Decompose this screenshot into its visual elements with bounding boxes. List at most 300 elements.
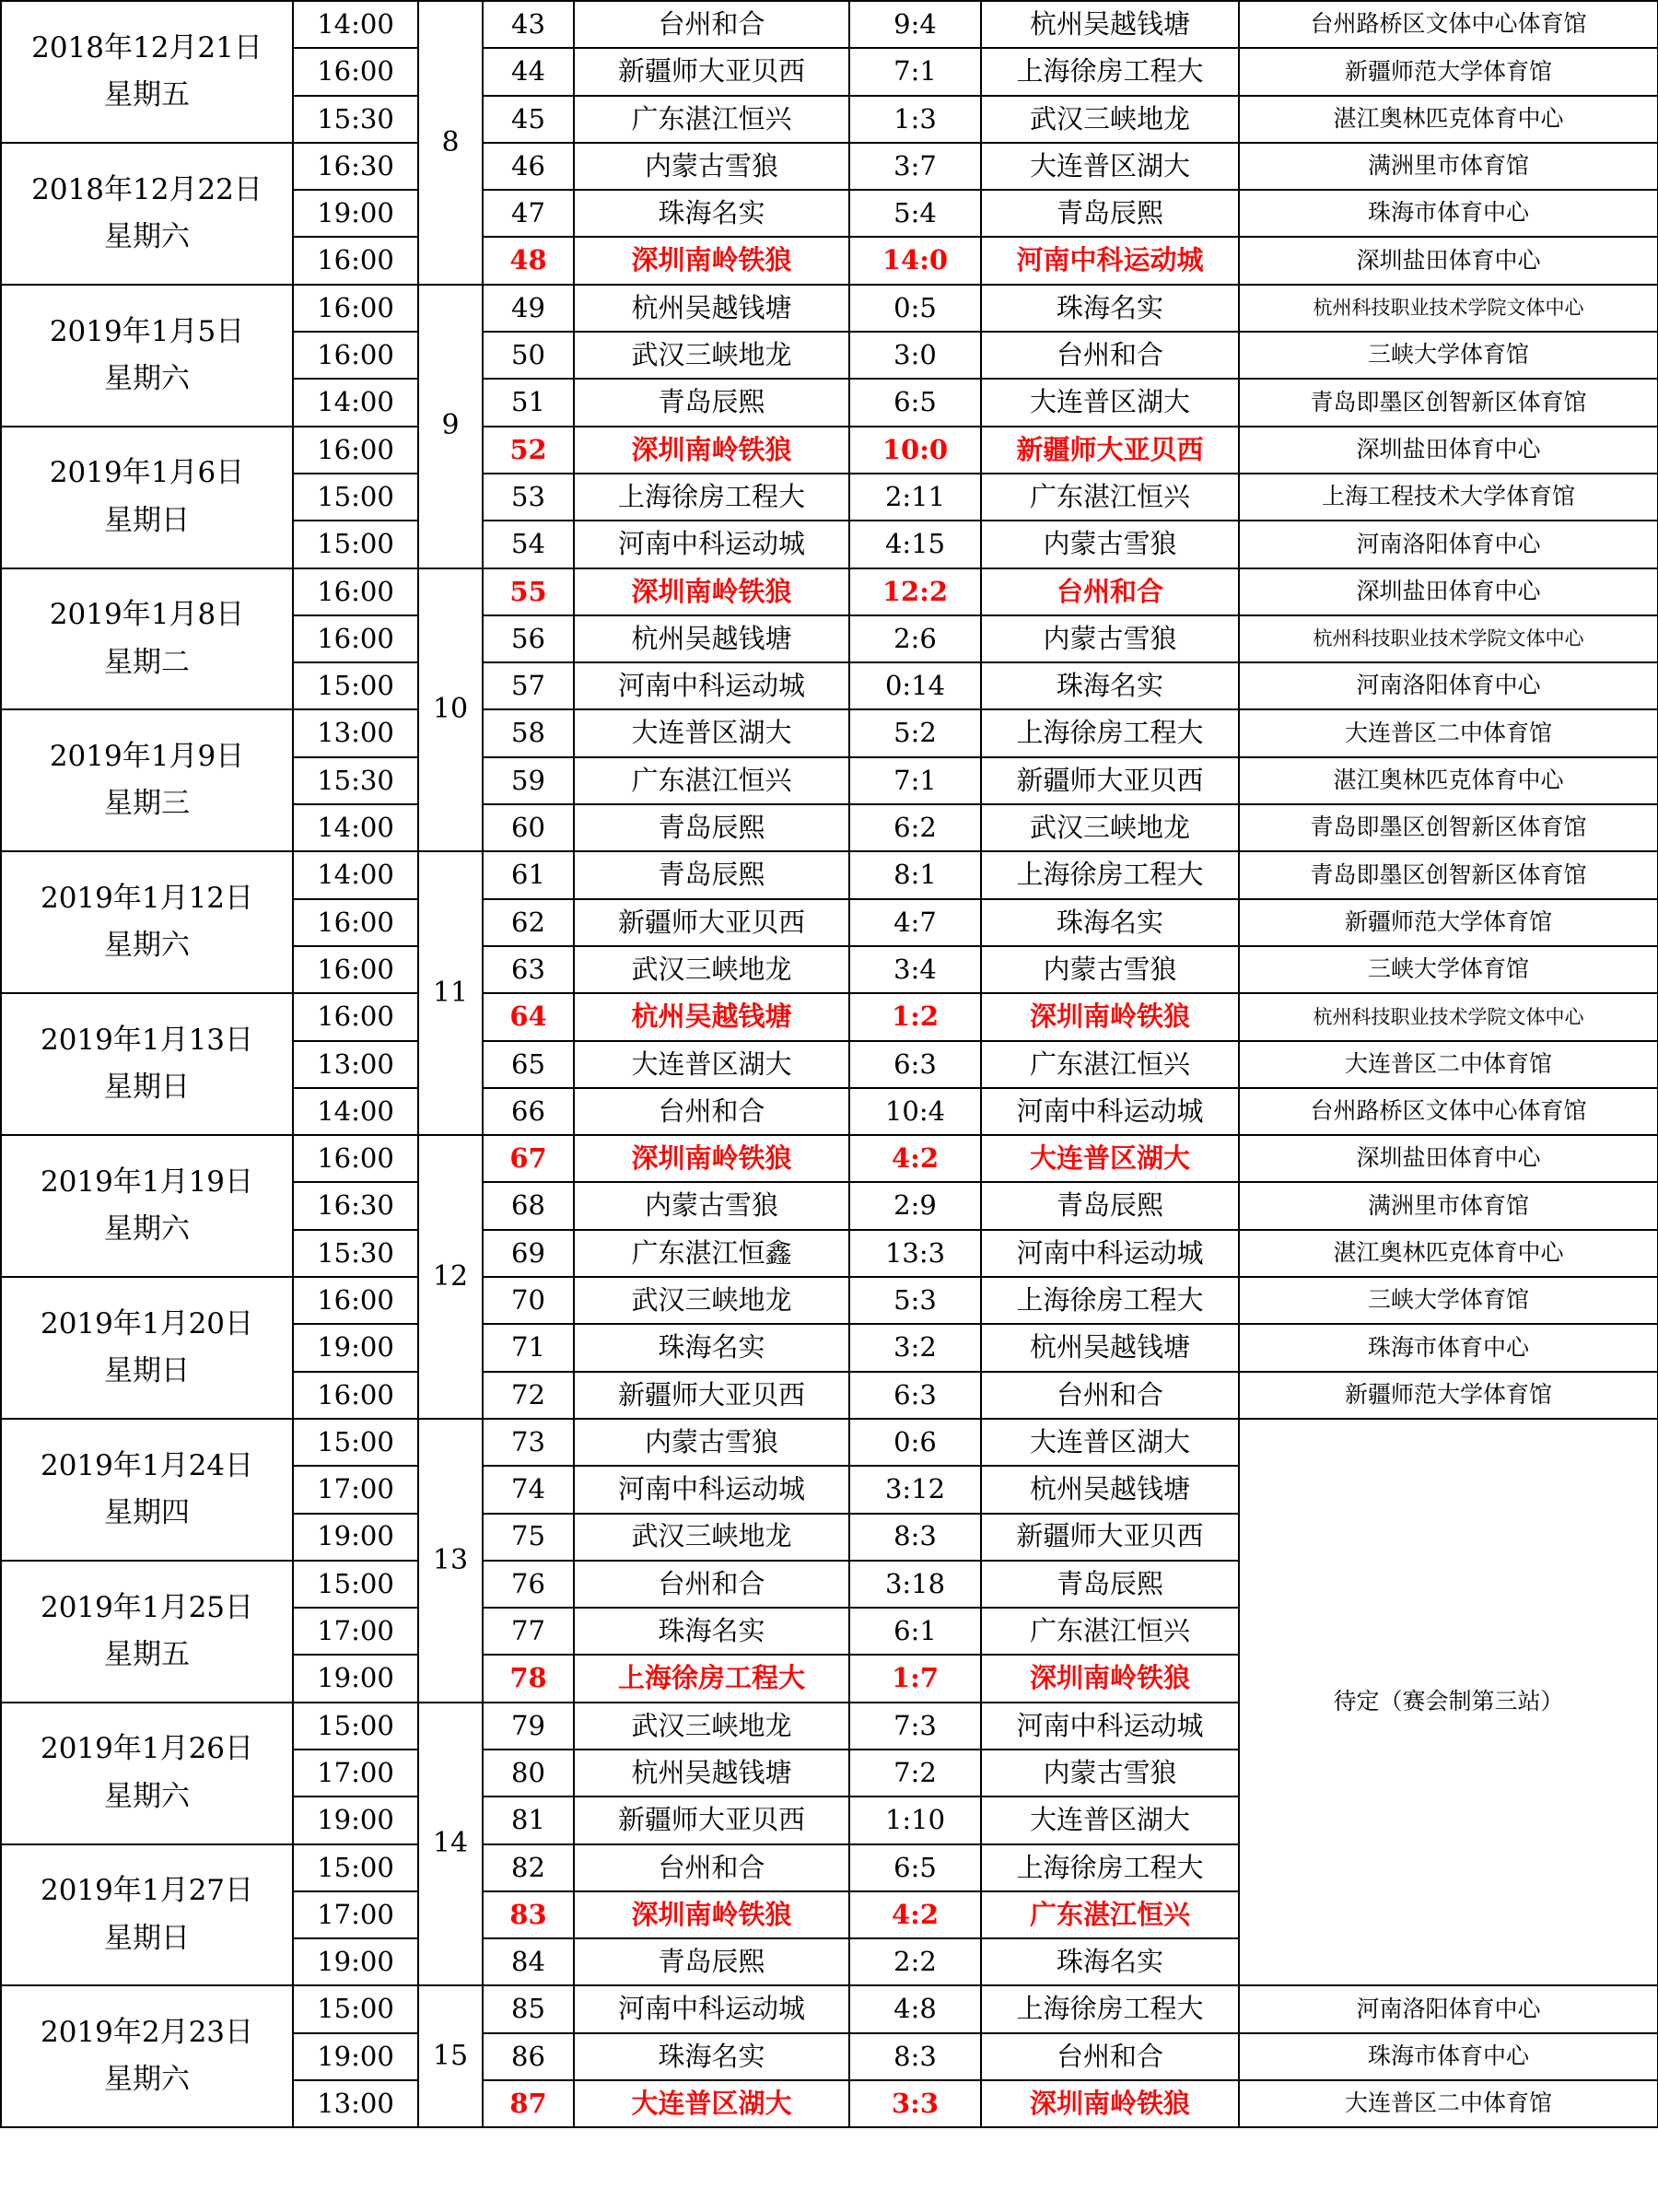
match-number: 44 (483, 48, 574, 95)
home-team: 新疆师大亚贝西 (574, 1797, 849, 1843)
match-time: 17:00 (293, 1608, 418, 1655)
match-score: 3:3 (849, 2080, 981, 2127)
match-score: 3:4 (849, 946, 981, 993)
match-number: 45 (483, 96, 574, 143)
match-row (1, 143, 1658, 190)
match-time: 15:00 (293, 1419, 418, 1466)
away-team: 上海徐房工程大 (981, 1277, 1239, 1324)
home-team: 广东湛江恒鑫 (574, 1230, 849, 1277)
match-score: 7:1 (849, 48, 981, 95)
match-score: 3:2 (849, 1324, 981, 1371)
match-number: 79 (483, 1703, 574, 1750)
match-number: 69 (483, 1230, 574, 1277)
match-date-cell (1, 993, 293, 1135)
match-score: 2:6 (849, 615, 981, 662)
away-team: 河南中科运动城 (981, 237, 1239, 284)
away-team: 大连普区湖大 (981, 1135, 1239, 1182)
away-team: 青岛辰熙 (981, 1561, 1239, 1608)
away-team: 深圳南岭铁狼 (981, 993, 1239, 1040)
match-number: 49 (483, 285, 574, 332)
home-team: 杭州吴越钱塘 (574, 993, 849, 1040)
match-time: 13:00 (293, 1041, 418, 1088)
match-number: 56 (483, 615, 574, 662)
away-team: 台州和合 (981, 332, 1239, 379)
match-score: 1:3 (849, 96, 981, 143)
match-score: 0:6 (849, 1419, 981, 1466)
match-number: 84 (483, 1938, 574, 1985)
home-team: 大连普区湖大 (574, 2080, 849, 2127)
match-time: 13:00 (293, 709, 418, 756)
away-team: 青岛辰熙 (981, 1182, 1239, 1229)
match-venue: 深圳盐田体育中心 (1239, 237, 1658, 284)
round-number: 15 (418, 1985, 483, 2127)
match-date-cell (1, 1, 293, 143)
match-time: 15:30 (293, 96, 418, 143)
match-time: 14:00 (293, 1, 418, 48)
round-number: 8 (418, 1, 483, 285)
match-venue: 河南洛阳体育中心 (1239, 662, 1658, 709)
home-team: 深圳南岭铁狼 (574, 1135, 849, 1182)
match-row (1, 1, 1658, 48)
match-date-cell (1, 427, 293, 568)
away-team: 上海徐房工程大 (981, 851, 1239, 898)
match-date: 2019年1月24日 (40, 1448, 254, 1482)
match-number: 63 (483, 946, 574, 993)
match-number: 66 (483, 1088, 574, 1135)
match-venue: 新疆师范大学体育馆 (1239, 1372, 1658, 1419)
match-weekday: 星期三 (104, 787, 190, 821)
round-number: 14 (418, 1703, 483, 1986)
match-venue: 大连普区二中体育馆 (1239, 709, 1658, 756)
away-team: 杭州吴越钱塘 (981, 1, 1239, 48)
away-team: 台州和合 (981, 568, 1239, 615)
match-date-cell (1, 1844, 293, 1986)
match-time: 16:30 (293, 143, 418, 190)
match-number: 73 (483, 1419, 574, 1466)
match-time: 16:00 (293, 1372, 418, 1419)
match-time: 16:00 (293, 1277, 418, 1324)
away-team: 新疆师大亚贝西 (981, 757, 1239, 804)
match-venue: 青岛即墨区创智新区体育馆 (1239, 379, 1658, 426)
match-venue: 湛江奥林匹克体育中心 (1239, 757, 1658, 804)
away-team: 台州和合 (981, 2033, 1239, 2080)
match-venue: 上海工程技术大学体育馆 (1239, 474, 1658, 521)
match-score: 7:1 (849, 757, 981, 804)
match-row (1, 851, 1658, 898)
home-team: 广东湛江恒兴 (574, 96, 849, 143)
match-time: 16:00 (293, 48, 418, 95)
match-score: 3:7 (849, 143, 981, 190)
match-time: 15:30 (293, 1230, 418, 1277)
match-time: 19:00 (293, 1797, 418, 1843)
match-score: 4:2 (849, 1891, 981, 1938)
home-team: 台州和合 (574, 1, 849, 48)
match-score: 7:3 (849, 1703, 981, 1750)
match-time: 16:30 (293, 1182, 418, 1229)
match-time: 19:00 (293, 1324, 418, 1371)
match-number: 76 (483, 1561, 574, 1608)
match-date: 2019年1月19日 (40, 1165, 254, 1199)
match-time: 16:00 (293, 1135, 418, 1182)
match-score: 3:12 (849, 1466, 981, 1513)
match-row (1, 427, 1658, 474)
home-team: 珠海名实 (574, 2033, 849, 2080)
away-team: 深圳南岭铁狼 (981, 2080, 1239, 2127)
match-score: 4:7 (849, 899, 981, 946)
match-venue: 三峡大学体育馆 (1239, 946, 1658, 993)
match-time: 14:00 (293, 851, 418, 898)
match-time: 15:00 (293, 1703, 418, 1750)
match-date: 2019年1月27日 (40, 1874, 254, 1908)
match-venue: 杭州科技职业技术学院文体中心 (1239, 285, 1658, 332)
match-score: 3:18 (849, 1561, 981, 1608)
match-number: 64 (483, 993, 574, 1040)
away-team: 武汉三峡地龙 (981, 96, 1239, 143)
match-weekday: 星期五 (104, 1637, 190, 1671)
match-number: 55 (483, 568, 574, 615)
match-venue: 青岛即墨区创智新区体育馆 (1239, 804, 1658, 851)
away-team: 珠海名实 (981, 285, 1239, 332)
match-score: 4:2 (849, 1135, 981, 1182)
match-number: 53 (483, 474, 574, 521)
away-team: 河南中科运动城 (981, 1088, 1239, 1135)
match-time: 16:00 (293, 899, 418, 946)
home-team: 深圳南岭铁狼 (574, 427, 849, 474)
match-number: 47 (483, 190, 574, 237)
match-number: 78 (483, 1655, 574, 1702)
match-number: 80 (483, 1750, 574, 1797)
match-score: 9:4 (849, 1, 981, 48)
match-date: 2019年1月5日 (49, 314, 245, 348)
match-date: 2018年12月22日 (31, 172, 263, 206)
away-team: 杭州吴越钱塘 (981, 1324, 1239, 1371)
home-team: 武汉三峡地龙 (574, 332, 849, 379)
match-time: 15:00 (293, 1844, 418, 1891)
away-team: 珠海名实 (981, 1938, 1239, 1985)
match-venue: 三峡大学体育馆 (1239, 1277, 1658, 1324)
match-score: 3:0 (849, 332, 981, 379)
match-date-cell (1, 568, 293, 710)
home-team: 台州和合 (574, 1088, 849, 1135)
match-time: 15:00 (293, 1561, 418, 1608)
away-team: 河南中科运动城 (981, 1703, 1239, 1750)
round-number: 10 (418, 568, 483, 852)
away-team: 内蒙古雪狼 (981, 1750, 1239, 1797)
round-number: 13 (418, 1419, 483, 1703)
match-number: 54 (483, 521, 574, 568)
away-team: 杭州吴越钱塘 (981, 1466, 1239, 1513)
match-weekday: 星期六 (104, 929, 190, 963)
match-score: 5:3 (849, 1277, 981, 1324)
away-team: 广东湛江恒兴 (981, 1041, 1239, 1088)
match-number: 87 (483, 2080, 574, 2127)
match-venue: 珠海市体育中心 (1239, 1324, 1658, 1371)
match-time: 19:00 (293, 1514, 418, 1561)
away-team: 青岛辰熙 (981, 190, 1239, 237)
match-score: 0:5 (849, 285, 981, 332)
match-time: 17:00 (293, 1750, 418, 1797)
match-venue: 杭州科技职业技术学院文体中心 (1239, 615, 1658, 662)
match-weekday: 星期六 (104, 219, 190, 253)
match-number: 61 (483, 851, 574, 898)
match-number: 62 (483, 899, 574, 946)
match-time: 15:00 (293, 474, 418, 521)
match-score: 2:11 (849, 474, 981, 521)
match-time: 15:00 (293, 662, 418, 709)
match-date: 2019年2月23日 (40, 2016, 254, 2050)
match-time: 16:00 (293, 568, 418, 615)
match-venue: 大连普区二中体育馆 (1239, 2080, 1658, 2127)
match-number: 48 (483, 237, 574, 284)
away-team: 内蒙古雪狼 (981, 521, 1239, 568)
match-weekday: 星期日 (104, 1921, 190, 1955)
away-team: 台州和合 (981, 1372, 1239, 1419)
home-team: 台州和合 (574, 1561, 849, 1608)
match-venue: 大连普区二中体育馆 (1239, 1041, 1658, 1088)
match-venue: 青岛即墨区创智新区体育馆 (1239, 851, 1658, 898)
home-team: 武汉三峡地龙 (574, 1703, 849, 1750)
match-number: 46 (483, 143, 574, 190)
match-score: 5:2 (849, 709, 981, 756)
match-number: 71 (483, 1324, 574, 1371)
match-number: 70 (483, 1277, 574, 1324)
match-date-cell (1, 143, 293, 285)
match-time: 19:00 (293, 1655, 418, 1702)
home-team: 河南中科运动城 (574, 662, 849, 709)
match-time: 15:00 (293, 1985, 418, 2032)
match-score: 6:3 (849, 1372, 981, 1419)
match-row (1, 1135, 1658, 1182)
away-team: 河南中科运动城 (981, 1230, 1239, 1277)
home-team: 武汉三峡地龙 (574, 946, 849, 993)
match-score: 4:8 (849, 1985, 981, 2032)
home-team: 大连普区湖大 (574, 709, 849, 756)
match-weekday: 星期六 (104, 1779, 190, 1813)
match-number: 74 (483, 1466, 574, 1513)
match-number: 43 (483, 1, 574, 48)
home-team: 河南中科运动城 (574, 521, 849, 568)
match-weekday: 星期四 (104, 1495, 190, 1529)
match-weekday: 星期五 (104, 77, 190, 111)
match-score: 6:5 (849, 379, 981, 426)
away-team: 大连普区湖大 (981, 1797, 1239, 1843)
match-venue: 台州路桥区文体中心体育馆 (1239, 1, 1658, 48)
match-number: 59 (483, 757, 574, 804)
home-team: 杭州吴越钱塘 (574, 615, 849, 662)
match-time: 16:00 (293, 993, 418, 1040)
round-number: 11 (418, 851, 483, 1135)
match-time: 16:00 (293, 237, 418, 284)
home-team: 新疆师大亚贝西 (574, 899, 849, 946)
match-time: 16:00 (293, 332, 418, 379)
away-team: 广东湛江恒兴 (981, 474, 1239, 521)
away-team: 上海徐房工程大 (981, 1985, 1239, 2032)
away-team: 内蒙古雪狼 (981, 946, 1239, 993)
match-weekday: 星期日 (104, 503, 190, 537)
match-row (1, 1419, 1658, 1466)
match-venue: 杭州科技职业技术学院文体中心 (1239, 993, 1658, 1040)
match-number: 67 (483, 1135, 574, 1182)
match-number: 86 (483, 2033, 574, 2080)
match-date: 2018年12月21日 (31, 30, 263, 64)
home-team: 广东湛江恒兴 (574, 757, 849, 804)
match-score: 6:1 (849, 1608, 981, 1655)
away-team: 上海徐房工程大 (981, 709, 1239, 756)
home-team: 大连普区湖大 (574, 1041, 849, 1088)
home-team: 青岛辰熙 (574, 851, 849, 898)
match-row (1, 285, 1658, 332)
home-team: 杭州吴越钱塘 (574, 285, 849, 332)
home-team: 河南中科运动城 (574, 1985, 849, 2032)
match-score: 0:14 (849, 662, 981, 709)
away-team: 广东湛江恒兴 (981, 1891, 1239, 1938)
schedule-body (1, 1, 1658, 2127)
away-team: 大连普区湖大 (981, 1419, 1239, 1466)
match-number: 85 (483, 1985, 574, 2032)
match-score: 1:2 (849, 993, 981, 1040)
match-venue: 深圳盐田体育中心 (1239, 568, 1658, 615)
home-team: 内蒙古雪狼 (574, 1182, 849, 1229)
match-number: 50 (483, 332, 574, 379)
home-team: 新疆师大亚贝西 (574, 1372, 849, 1419)
round-number: 9 (418, 285, 483, 568)
match-score: 6:2 (849, 804, 981, 851)
match-date-cell (1, 1985, 293, 2127)
away-team: 珠海名实 (981, 899, 1239, 946)
away-team: 广东湛江恒兴 (981, 1608, 1239, 1655)
match-date-cell (1, 1561, 293, 1703)
match-date: 2019年1月25日 (40, 1590, 254, 1624)
match-score: 12:2 (849, 568, 981, 615)
home-team: 杭州吴越钱塘 (574, 1750, 849, 1797)
match-weekday: 星期二 (104, 645, 190, 679)
match-row (1, 1277, 1658, 1324)
match-time: 17:00 (293, 1466, 418, 1513)
home-team: 河南中科运动城 (574, 1466, 849, 1513)
match-date-cell (1, 1703, 293, 1844)
home-team: 青岛辰熙 (574, 1938, 849, 1985)
match-venue: 河南洛阳体育中心 (1239, 521, 1658, 568)
match-number: 60 (483, 804, 574, 851)
match-date: 2019年1月20日 (40, 1306, 254, 1340)
away-team: 内蒙古雪狼 (981, 615, 1239, 662)
match-weekday: 星期六 (104, 361, 190, 395)
match-venue: 湛江奥林匹克体育中心 (1239, 96, 1658, 143)
match-number: 51 (483, 379, 574, 426)
match-weekday: 星期日 (104, 1353, 190, 1387)
home-team: 深圳南岭铁狼 (574, 1891, 849, 1938)
home-team: 武汉三峡地龙 (574, 1277, 849, 1324)
match-number: 81 (483, 1797, 574, 1843)
home-team: 台州和合 (574, 1844, 849, 1891)
match-date: 2019年1月6日 (49, 456, 245, 490)
match-time: 15:30 (293, 757, 418, 804)
home-team: 深圳南岭铁狼 (574, 237, 849, 284)
match-time: 14:00 (293, 379, 418, 426)
home-team: 上海徐房工程大 (574, 1655, 849, 1702)
match-time: 16:00 (293, 427, 418, 474)
match-date-cell (1, 709, 293, 851)
match-number: 77 (483, 1608, 574, 1655)
match-date: 2019年1月12日 (40, 882, 254, 916)
match-venue: 深圳盐田体育中心 (1239, 427, 1658, 474)
match-score: 5:4 (849, 190, 981, 237)
match-weekday: 星期日 (104, 1071, 190, 1105)
match-venue: 河南洛阳体育中心 (1239, 1985, 1658, 2032)
match-score: 8:3 (849, 2033, 981, 2080)
home-team: 深圳南岭铁狼 (574, 568, 849, 615)
match-time: 19:00 (293, 1938, 418, 1985)
match-time: 17:00 (293, 1891, 418, 1938)
match-row (1, 1985, 1658, 2032)
away-team: 上海徐房工程大 (981, 48, 1239, 95)
away-team: 新疆师大亚贝西 (981, 1514, 1239, 1561)
match-score: 1:7 (849, 1655, 981, 1702)
match-time: 14:00 (293, 804, 418, 851)
match-score: 7:2 (849, 1750, 981, 1797)
match-date-cell (1, 285, 293, 427)
match-weekday: 星期六 (104, 2063, 190, 2097)
match-row (1, 568, 1658, 615)
match-number: 57 (483, 662, 574, 709)
match-number: 65 (483, 1041, 574, 1088)
match-date-cell (1, 851, 293, 993)
match-row (1, 709, 1658, 756)
match-venue: 待定（赛会制第三站） (1239, 1419, 1658, 1986)
away-team: 珠海名实 (981, 662, 1239, 709)
match-venue: 深圳盐田体育中心 (1239, 1135, 1658, 1182)
match-time: 19:00 (293, 190, 418, 237)
match-time: 16:00 (293, 285, 418, 332)
match-venue: 湛江奥林匹克体育中心 (1239, 1230, 1658, 1277)
home-team: 青岛辰熙 (574, 804, 849, 851)
home-team: 珠海名实 (574, 190, 849, 237)
home-team: 珠海名实 (574, 1608, 849, 1655)
away-team: 武汉三峡地龙 (981, 804, 1239, 851)
match-venue: 满洲里市体育馆 (1239, 1182, 1658, 1229)
home-team: 青岛辰熙 (574, 379, 849, 426)
match-weekday: 星期六 (104, 1212, 190, 1246)
away-team: 新疆师大亚贝西 (981, 427, 1239, 474)
match-venue: 满洲里市体育馆 (1239, 143, 1658, 190)
match-number: 75 (483, 1514, 574, 1561)
match-score: 1:10 (849, 1797, 981, 1843)
match-time: 13:00 (293, 2080, 418, 2127)
home-team: 新疆师大亚贝西 (574, 48, 849, 95)
match-score: 6:5 (849, 1844, 981, 1891)
away-team: 大连普区湖大 (981, 379, 1239, 426)
match-time: 19:00 (293, 2033, 418, 2080)
match-venue: 新疆师范大学体育馆 (1239, 899, 1658, 946)
match-time: 16:00 (293, 946, 418, 993)
match-score: 14:0 (849, 237, 981, 284)
match-date-cell (1, 1277, 293, 1419)
match-score: 4:15 (849, 521, 981, 568)
match-number: 72 (483, 1372, 574, 1419)
match-number: 58 (483, 709, 574, 756)
match-date: 2019年1月26日 (40, 1732, 254, 1766)
away-team: 上海徐房工程大 (981, 1844, 1239, 1891)
match-number: 68 (483, 1182, 574, 1229)
match-time: 16:00 (293, 615, 418, 662)
match-date-cell (1, 1419, 293, 1561)
match-score: 2:2 (849, 1938, 981, 1985)
home-team: 武汉三峡地龙 (574, 1514, 849, 1561)
match-venue: 三峡大学体育馆 (1239, 332, 1658, 379)
match-score: 10:0 (849, 427, 981, 474)
match-venue: 新疆师范大学体育馆 (1239, 48, 1658, 95)
home-team: 珠海名实 (574, 1324, 849, 1371)
